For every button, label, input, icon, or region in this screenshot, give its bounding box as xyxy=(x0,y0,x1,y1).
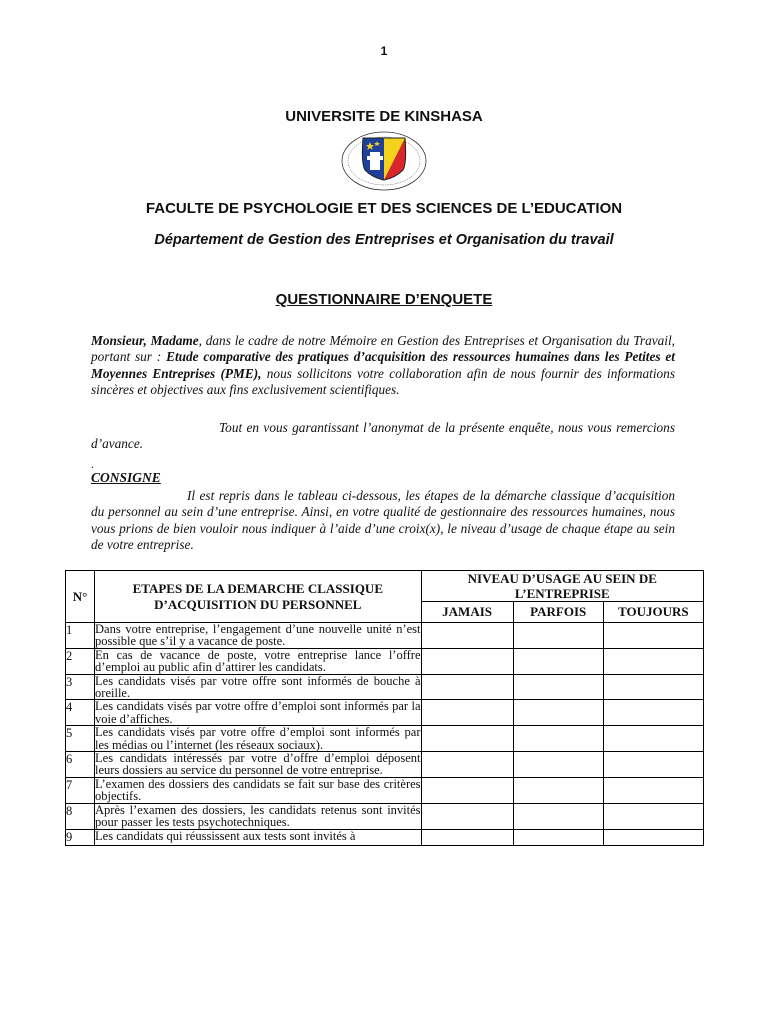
stray-dot: . xyxy=(91,457,94,471)
header-steps: ETAPES DE LA DEMARCHE CLASSIQUE D’ACQUISITION DU PERSONNEL xyxy=(95,571,422,623)
table-row xyxy=(66,700,704,726)
header-number: N° xyxy=(66,571,95,623)
cell-sometimes[interactable] xyxy=(513,700,603,726)
thanks-text: Tout en vous garantissant l’anonymat de la présente enquête, nous vous remercions d’avance. xyxy=(91,420,675,452)
cell-sometimes[interactable] xyxy=(513,674,603,700)
cell-never[interactable] xyxy=(421,648,513,674)
cell-sometimes[interactable] xyxy=(513,803,603,829)
row-number: 4 xyxy=(66,700,95,726)
department-name: Département de Gestion des Entreprises et Organisation du travail xyxy=(154,232,614,248)
intro-text-2: nous sollicitons votre collaboration afin de nous fournir des informations sincères et objectives aux fins exclusivement scientifiques. xyxy=(91,365,675,398)
table-row xyxy=(66,752,704,778)
page-number: 1 xyxy=(380,44,388,58)
table-row xyxy=(66,777,704,803)
university-name: UNIVERSITE DE KINSHASA xyxy=(285,108,483,125)
consigne-paragraph xyxy=(91,488,675,554)
cell-always[interactable] xyxy=(603,777,703,803)
table-row xyxy=(66,803,704,829)
row-step-text: Les candidats visés par votre offre d’emploi sont informés par la voie d’affiches. xyxy=(95,699,421,726)
consigne-heading: CONSIGNE xyxy=(91,470,161,485)
cell-never[interactable] xyxy=(421,803,513,829)
row-step-text: Les candidats visés par votre offre d’emploi sont informés par les médias ou l’internet (les réseaux sociaux). xyxy=(95,725,421,752)
faculty-name: FACULTE DE PSYCHOLOGIE ET DES SCIENCES DE L’EDUCATION xyxy=(145,200,623,217)
row-step-text: Les candidats intéressés par votre d’offre d’emploi déposent leurs dossiers au service du personnel de votre entreprise. xyxy=(95,751,421,778)
cell-sometimes[interactable] xyxy=(513,648,603,674)
table-row xyxy=(66,829,704,845)
row-number: 8 xyxy=(66,803,95,829)
cell-never[interactable] xyxy=(421,623,513,649)
cell-sometimes[interactable] xyxy=(513,726,603,752)
study-subject: Etude comparative des pratiques d’acquisition des ressources humaines dans les Petites et Moyennes Entreprises (PME), xyxy=(91,349,675,381)
table-row xyxy=(66,648,704,674)
header-sometimes: PARFOIS xyxy=(513,602,603,623)
cell-always[interactable] xyxy=(603,648,703,674)
cell-sometimes[interactable] xyxy=(513,829,603,845)
table-header-row xyxy=(66,571,704,602)
cell-sometimes[interactable] xyxy=(513,752,603,778)
cell-sometimes[interactable] xyxy=(513,623,603,649)
row-number: 9 xyxy=(66,829,95,845)
cell-never[interactable] xyxy=(421,674,513,700)
row-step-text: Les candidats qui réussissent aux tests sont invités à xyxy=(95,829,422,845)
salutation: Monsieur, Madame xyxy=(91,333,199,348)
row-step-text: En cas de vacance de poste, votre entreprise lance l’offre d’emploi au public afin d’attirer les candidats. xyxy=(95,647,421,675)
cell-always[interactable] xyxy=(603,752,703,778)
consigne-text: Il est repris dans le tableau ci-dessous, les étapes de la démarche classique d’acquisition du personnel au sein d’une entreprise. Ainsi, en votre qualité de gestionnaire des ressources humaines, nous vous prions de bien vouloir nous indiquer à l’aide d’une croix(x), le niveau d’usage de chaque étape au sein de votre entreprise. xyxy=(91,488,675,553)
row-step-text: Dans votre entreprise, l’engagement d’une nouvelle unité n’est possible que s’il y a vacance de poste. xyxy=(95,622,421,649)
cell-always[interactable] xyxy=(603,726,703,752)
thanks-paragraph xyxy=(91,420,675,453)
row-number: 3 xyxy=(66,674,95,700)
university-crest-icon xyxy=(339,130,429,192)
cell-always[interactable] xyxy=(603,829,703,845)
row-number: 2 xyxy=(66,648,95,674)
cell-sometimes[interactable] xyxy=(513,777,603,803)
row-step-text: Les candidats visés par votre offre sont informés de bouche à oreille. xyxy=(95,673,421,701)
cell-never[interactable] xyxy=(421,752,513,778)
table-row xyxy=(66,623,704,649)
table-row xyxy=(66,726,704,752)
row-number: 1 xyxy=(66,623,95,649)
cell-always[interactable] xyxy=(603,623,703,649)
cell-always[interactable] xyxy=(603,803,703,829)
row-step-text: L’examen des dossiers des candidats se fait sur base des critères objectifs. xyxy=(95,776,421,804)
cell-always[interactable] xyxy=(603,674,703,700)
questionnaire-table xyxy=(65,570,704,846)
row-number: 5 xyxy=(66,726,95,752)
row-step-text: Après l’examen des dossiers, les candidats retenus sont invités pour passer les tests psychotechniques. xyxy=(95,802,421,830)
row-number: 6 xyxy=(66,752,95,778)
document-title: QUESTIONNAIRE D’ENQUETE xyxy=(275,291,493,308)
header-never: JAMAIS xyxy=(421,602,513,623)
table-row xyxy=(66,674,704,700)
cell-never[interactable] xyxy=(421,726,513,752)
cell-always[interactable] xyxy=(603,700,703,726)
cell-never[interactable] xyxy=(421,700,513,726)
cell-never[interactable] xyxy=(421,777,513,803)
intro-text-1: , dans le cadre de notre Mémoire en Gestion des Entreprises et Organisation du Travail, portant sur : xyxy=(91,333,675,365)
intro-paragraph xyxy=(91,333,675,399)
cell-never[interactable] xyxy=(421,829,513,845)
header-usage-level: NIVEAU D’USAGE AU SEIN DE L’ENTREPRISE xyxy=(421,571,703,602)
header-always: TOUJOURS xyxy=(603,602,703,623)
row-number: 7 xyxy=(66,777,95,803)
